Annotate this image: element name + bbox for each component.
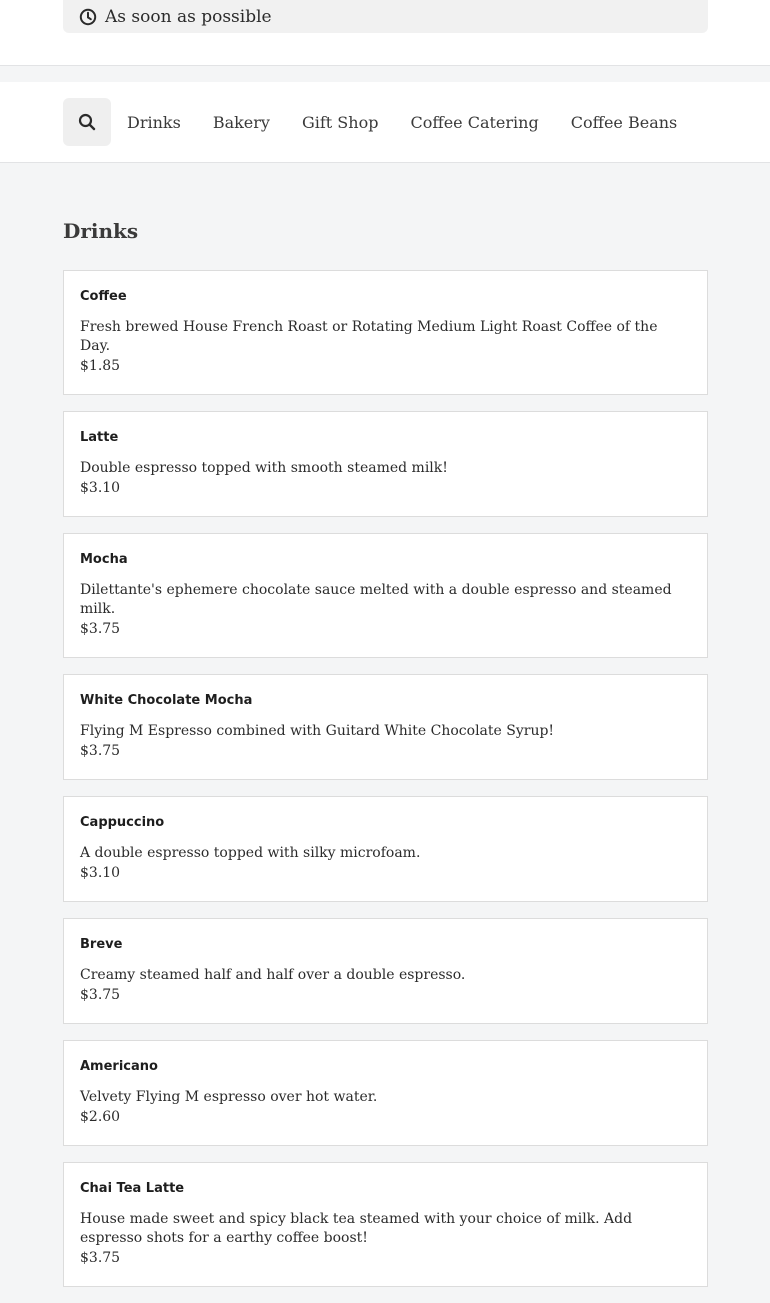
search-icon — [78, 113, 96, 131]
menu-item-list — [63, 270, 708, 1303]
item-name: Americano — [80, 1059, 158, 1074]
item-description: Flying M Espresso combined with Guitard White Chocolate Syrup! — [80, 723, 555, 739]
clock-icon — [79, 8, 97, 26]
menu-item-coffee[interactable] — [63, 270, 708, 395]
menu-item-latte[interactable] — [63, 411, 708, 517]
item-price: $3.75 — [80, 743, 121, 759]
item-name: Chai Tea Latte — [80, 1181, 185, 1196]
category-tabs — [127, 82, 709, 162]
item-price: $3.75 — [80, 1250, 121, 1266]
item-name: White Chocolate Mocha — [80, 693, 253, 708]
item-description: A double espresso topped with silky microfoam. — [80, 845, 421, 861]
item-description: Dilettante's ephemere chocolate sauce melted with a double espresso and steamed milk. — [80, 582, 672, 617]
order-time-value: As soon as possible — [105, 6, 272, 27]
item-description: House made sweet and spicy black tea steamed with your choice of milk. Add espresso shots for a earthy coffee boost! — [80, 1211, 633, 1246]
menu-item-white-chocolate-mocha[interactable] — [63, 674, 708, 780]
menu-item-mocha[interactable] — [63, 533, 708, 658]
item-price: $3.10 — [80, 865, 121, 881]
item-price: $3.75 — [80, 987, 121, 1003]
tab-bakery[interactable]: Bakery — [212, 112, 270, 132]
item-name: Latte — [80, 430, 119, 445]
item-name: Cappuccino — [80, 815, 165, 830]
tab-gift-shop[interactable]: Gift Shop — [301, 112, 379, 132]
item-description: Fresh brewed House French Roast or Rotating Medium Light Roast Coffee of the Day. — [80, 319, 658, 354]
order-time-selector[interactable] — [63, 0, 708, 33]
menu-item-chai-tea-latte[interactable] — [63, 1162, 708, 1287]
item-name: Mocha — [80, 552, 128, 567]
tab-coffee-catering[interactable]: Coffee Catering — [410, 112, 539, 132]
item-price: $3.75 — [80, 621, 121, 637]
item-name: Breve — [80, 937, 123, 952]
menu-item-cappuccino[interactable] — [63, 796, 708, 902]
tab-drinks[interactable]: Drinks — [127, 112, 181, 132]
item-price: $2.60 — [80, 1109, 121, 1125]
order-time-section — [0, 0, 770, 66]
search-button[interactable] — [63, 98, 111, 146]
tab-coffee-beans[interactable]: Coffee Beans — [570, 112, 678, 132]
item-description: Double espresso topped with smooth steamed milk! — [80, 460, 448, 476]
menu-item-americano[interactable] — [63, 1040, 708, 1146]
item-description: Velvety Flying M espresso over hot water. — [80, 1089, 378, 1105]
section-title: Drinks — [63, 219, 139, 243]
item-price: $1.85 — [80, 358, 121, 374]
item-description: Creamy steamed half and half over a double espresso. — [80, 967, 466, 983]
item-price: $3.10 — [80, 480, 121, 496]
item-name: Coffee — [80, 289, 127, 304]
menu-item-breve[interactable] — [63, 918, 708, 1024]
category-nav — [0, 82, 770, 163]
